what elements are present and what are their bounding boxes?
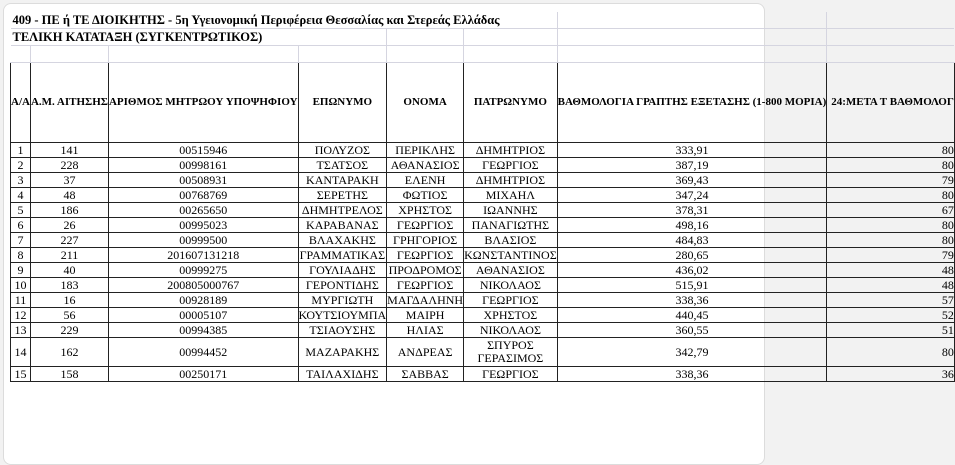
cell-aa: 14: [11, 338, 31, 367]
table-row: [11, 188, 955, 203]
cell-aa: 6: [11, 218, 31, 233]
cell-onoma: ΑΝΔΡΕΑΣ: [387, 338, 464, 367]
cell-meta: 80: [827, 158, 955, 173]
table-row: [11, 263, 955, 278]
cell-aa: 8: [11, 248, 31, 263]
cell-eponymo: ΤΣΙΑΟΥΣΗΣ: [298, 323, 387, 338]
cell-meta: 79: [827, 173, 955, 188]
cell-vathmologia: 338,36: [557, 293, 827, 308]
cell-onoma: ΜΑΙΡΗ: [387, 308, 464, 323]
cell-arithmos-mitroou: 00508931: [108, 173, 298, 188]
cell-vathmologia: 280,65: [557, 248, 827, 263]
table-row: [11, 293, 955, 308]
cell-am-aitisis: 26: [30, 218, 108, 233]
sheet-title: 409 - ΠΕ ή ΤΕ ΔΙΟΙΚΗΤΗΣ - 5η Υγειονομική Περιφέρεια Θεσσαλίας και Στερεάς Ελλάδας: [11, 12, 558, 29]
cell-vathmologia: 387,19: [557, 158, 827, 173]
cell-meta: 51: [827, 323, 955, 338]
cell-am-aitisis: 48: [30, 188, 108, 203]
header-onoma: ΟΝΟΜΑ: [387, 63, 464, 143]
cell-meta: 36: [827, 367, 955, 382]
cell-am-aitisis: 228: [30, 158, 108, 173]
cell-aa: 9: [11, 263, 31, 278]
cell-am-aitisis: 141: [30, 143, 108, 158]
cell-vathmologia: 515,91: [557, 278, 827, 293]
cell-am-aitisis: 158: [30, 367, 108, 382]
cell-patronymo: ΔΗΜΗΤΡΙΟΣ: [464, 173, 558, 188]
cell-arithmos-mitroou: 00768769: [108, 188, 298, 203]
cell-vathmologia: 498,16: [557, 218, 827, 233]
cell-meta: 48: [827, 263, 955, 278]
cell-aa: 13: [11, 323, 31, 338]
cell-eponymo: ΜΑΖΑΡΑΚΗΣ: [298, 338, 387, 367]
cell-meta: 80: [827, 188, 955, 203]
cell-onoma: ΗΛΙΑΣ: [387, 323, 464, 338]
cell-patronymo: ΔΗΜΗΤΡΙΟΣ: [464, 143, 558, 158]
header-patronymo: ΠΑΤΡΩΝΥΜΟ: [464, 63, 558, 143]
cell-am-aitisis: 40: [30, 263, 108, 278]
cell-meta: 80: [827, 338, 955, 367]
cell-eponymo: ΓΟΥΛΙΑΔΗΣ: [298, 263, 387, 278]
cell-onoma: ΦΩΤΙΟΣ: [387, 188, 464, 203]
cell-eponymo: ΓΕΡΟΝΤΙΔΗΣ: [298, 278, 387, 293]
cell-eponymo: ΒΛΑΧΑΚΗΣ: [298, 233, 387, 248]
table-row: [11, 367, 955, 382]
table-row: [11, 233, 955, 248]
cell-meta: 79: [827, 248, 955, 263]
cell-am-aitisis: 183: [30, 278, 108, 293]
cell-eponymo: ΚΟΥΤΣΙΟΥΜΠΑ: [298, 307, 387, 322]
cell-vathmologia: 436,02: [557, 263, 827, 278]
spreadsheet-grid: [10, 12, 955, 382]
cell-aa: 3: [11, 173, 31, 188]
cell-arithmos-mitroou: 00005107: [108, 308, 298, 323]
cell-arithmos-mitroou: 00999500: [108, 233, 298, 248]
cell-onoma: ΧΡΗΣΤΟΣ: [387, 203, 464, 218]
cell-vathmologia: 338,36: [557, 367, 827, 382]
cell-aa: 15: [11, 367, 31, 382]
cell-arithmos-mitroou: 00994452: [108, 338, 298, 367]
cell-am-aitisis: 56: [30, 308, 108, 323]
table-row: [11, 278, 955, 293]
cell-patronymo: ΓΕΩΡΓΙΟΣ: [464, 293, 558, 308]
cell-patronymo: ΝΙΚΟΛΑΟΣ: [464, 278, 558, 293]
cell-onoma: ΓΕΩΡΓΙΟΣ: [387, 248, 464, 263]
sheet-subtitle: ΤΕΛΙΚΗ ΚΑΤΑΤΑΞΗ (ΣΥΓΚΕΝΤΡΩΤΙΚΟΣ): [11, 29, 387, 46]
table-header-row: [11, 63, 955, 143]
cell-am-aitisis: 229: [30, 323, 108, 338]
cell-vathmologia: 484,83: [557, 233, 827, 248]
table-row: [11, 323, 955, 338]
header-am-aitisis: Α.Μ. ΑΙΤΗΣΗΣ: [30, 63, 108, 143]
cell-arithmos-mitroou: 00994385: [108, 323, 298, 338]
cell-aa: 5: [11, 203, 31, 218]
cell-meta: 67: [827, 203, 955, 218]
cell-meta: 52: [827, 308, 955, 323]
cell-arithmos-mitroou: 00250171: [108, 367, 298, 382]
cell-onoma: ΠΕΡΙΚΛΗΣ: [387, 143, 464, 158]
cell-vathmologia: 378,31: [557, 203, 827, 218]
cell-am-aitisis: 162: [30, 338, 108, 367]
cell-patronymo: ΧΡΗΣΤΟΣ: [464, 308, 558, 323]
table-row: [11, 203, 955, 218]
cell-am-aitisis: 37: [30, 173, 108, 188]
table-row: [11, 218, 955, 233]
cell-arithmos-mitroou: 00515946: [108, 143, 298, 158]
table-row: [11, 143, 955, 158]
cell-arithmos-mitroou: 00998161: [108, 158, 298, 173]
cell-arithmos-mitroou: 00265650: [108, 203, 298, 218]
cell-patronymo: ΒΛΑΣΙΟΣ: [464, 233, 558, 248]
cell-eponymo: ΣΕΡΕΤΗΣ: [298, 188, 387, 203]
cell-aa: 2: [11, 158, 31, 173]
cell-arithmos-mitroou: 201607131218: [108, 248, 298, 263]
cell-aa: 11: [11, 293, 31, 308]
header-arithmos-mitroou: ΑΡΙΘΜΟΣ ΜΗΤΡΩΟΥ ΥΠΟΨΗΦΙΟΥ: [108, 63, 298, 143]
cell-onoma: ΓΕΩΡΓΙΟΣ: [387, 278, 464, 293]
cell-eponymo: ΚΑΡΑΒΑΝΑΣ: [298, 218, 387, 233]
table-row: [11, 338, 955, 367]
cell-patronymo: ΓΕΩΡΓΙΟΣ: [464, 367, 558, 382]
table-row: [11, 173, 955, 188]
cell-eponymo: ΤΣΑΤΣΟΣ: [298, 158, 387, 173]
cell-meta: 80: [827, 233, 955, 248]
table-row: [11, 248, 955, 263]
cell-vathmologia: 360,55: [557, 323, 827, 338]
cell-meta: 57: [827, 293, 955, 308]
table-row: [11, 158, 955, 173]
header-vathmologia: ΒΑΘΜΟΛΟΓΙΑ ΓΡΑΠΤΗΣ ΕΞΕΤΑΣΗΣ (1-800 ΜΟΡΙΑ): [557, 63, 827, 143]
cell-arithmos-mitroou: 00928189: [108, 293, 298, 308]
sheet: [10, 12, 955, 382]
cell-am-aitisis: 227: [30, 233, 108, 248]
header-meta: 24:ΜΕΤΑ Τ ΒΑΘΜΟΛΟΓ: [827, 63, 955, 143]
cell-patronymo: ΠΑΝΑΓΙΩΤΗΣ: [464, 218, 558, 233]
cell-aa: 12: [11, 308, 31, 323]
cell-arithmos-mitroou: 00999275: [108, 263, 298, 278]
cell-meta: 80: [827, 218, 955, 233]
cell-aa: 10: [11, 278, 31, 293]
cell-am-aitisis: 16: [30, 293, 108, 308]
cell-vathmologia: 347,24: [557, 188, 827, 203]
cell-onoma: ΣΑΒΒΑΣ: [387, 367, 464, 382]
header-eponymo: ΕΠΩΝΥΜΟ: [298, 63, 387, 143]
cell-eponymo: ΤΑΙΛΑΧΙΔΗΣ: [298, 367, 387, 382]
header-aa: Α/Α: [11, 63, 31, 143]
cell-meta: 48: [827, 278, 955, 293]
cell-patronymo: ΜΙΧΑΗΛ: [464, 188, 558, 203]
table-row: [11, 308, 955, 323]
cell-onoma: ΓΕΩΡΓΙΟΣ: [387, 218, 464, 233]
cell-eponymo: ΠΟΛΥΖΟΣ: [298, 143, 387, 158]
cell-aa: 4: [11, 188, 31, 203]
cell-eponymo: ΔΗΜΗΤΡΕΛΟΣ: [298, 203, 387, 218]
cell-eponymo: ΚΑΝΤΑΡΑΚΗ: [298, 173, 387, 188]
cell-arithmos-mitroou: 200805000767: [108, 278, 298, 293]
cell-onoma: ΜΑΓΔΑΛΗΝΗ: [387, 292, 464, 307]
cell-patronymo: ΙΩΑΝΝΗΣ: [464, 203, 558, 218]
cell-meta: 80: [827, 143, 955, 158]
cell-vathmologia: 342,79: [557, 338, 827, 367]
cell-onoma: ΓΡΗΓΟΡΙΟΣ: [387, 233, 464, 248]
cell-vathmologia: 333,91: [557, 143, 827, 158]
cell-onoma: ΠΡΟΔΡΟΜΟΣ: [388, 262, 462, 277]
cell-eponymo: ΓΡΑΜΜΑΤΙΚΑΣ: [299, 247, 386, 262]
cell-patronymo: ΓΕΩΡΓΙΟΣ: [464, 158, 558, 173]
cell-arithmos-mitroou: 00995023: [108, 218, 298, 233]
cell-vathmologia: 440,45: [557, 308, 827, 323]
cell-aa: 7: [11, 233, 31, 248]
cell-aa: 1: [11, 143, 31, 158]
cell-onoma: ΑΘΑΝΑΣΙΟΣ: [387, 158, 464, 173]
cell-patronymo: ΣΠΥΡΟΣ ΓΕΡΑΣΙΜΟΣ: [464, 338, 558, 367]
cell-vathmologia: 369,43: [557, 173, 827, 188]
cell-patronymo: ΚΩΝΣΤΑΝΤΙΝΟΣ: [464, 247, 557, 262]
cell-patronymo: ΝΙΚΟΛΑΟΣ: [464, 323, 558, 338]
cell-am-aitisis: 211: [30, 248, 108, 263]
cell-eponymo: ΜΥΡΓΙΩΤΗ: [298, 293, 387, 308]
cell-am-aitisis: 186: [30, 203, 108, 218]
cell-patronymo: ΑΘΑΝΑΣΙΟΣ: [464, 263, 558, 278]
cell-onoma: ΕΛΕΝΗ: [387, 173, 464, 188]
spreadsheet-preview: [3, 3, 954, 465]
